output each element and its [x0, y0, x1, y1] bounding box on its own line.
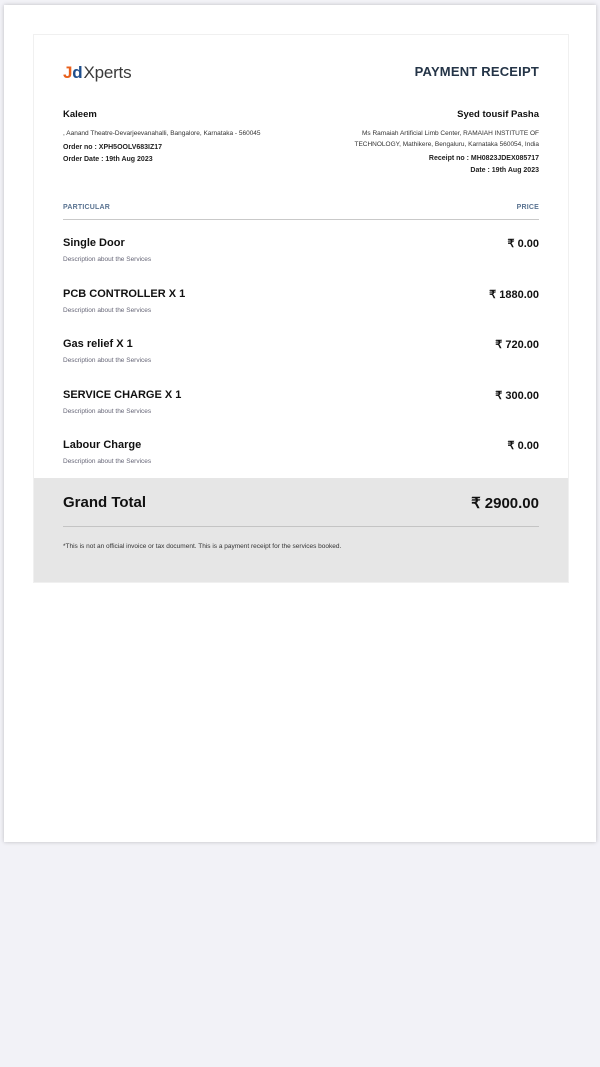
- customer-info: [63, 109, 323, 168]
- item-description: Description about the Services: [63, 357, 152, 365]
- provider-name: Syed tousif Pasha: [457, 109, 539, 120]
- item-description: Description about the Services: [63, 407, 152, 415]
- brand-logo: [63, 63, 131, 83]
- provider-info: [309, 109, 539, 179]
- line-items: [63, 237, 539, 490]
- logo-letter-j: J: [63, 63, 73, 82]
- grand-total-label: Grand Total: [63, 494, 147, 511]
- item-description: Description about the Services: [63, 458, 152, 466]
- item-price: ₹ 720.00: [495, 339, 539, 352]
- provider-address-line1: Ms Ramaiah Artificial Limb Center, RAMAIAH INSTITUTE OF: [362, 130, 539, 137]
- item-name: Gas relief X 1: [63, 338, 133, 351]
- line-item: [63, 237, 539, 288]
- item-price: ₹ 0.00: [507, 440, 539, 453]
- receipt-title: PAYMENT RECEIPT: [414, 64, 539, 79]
- logo-wordmark: Xperts: [83, 63, 132, 82]
- receipt-page: [4, 5, 596, 842]
- item-price: ₹ 1880.00: [489, 288, 539, 301]
- item-price: ₹ 0.00: [507, 238, 539, 250]
- item-name: Single Door: [63, 237, 125, 249]
- item-description: Description about the Services: [63, 306, 152, 314]
- customer-address: , Aanand Theatre-Devarjeevanahalli, Bangalore, Karnataka - 560045: [63, 130, 261, 137]
- customer-name: Kaleem: [63, 109, 97, 120]
- grand-total-row: [63, 494, 539, 527]
- item-price: ₹ 300.00: [495, 389, 539, 402]
- receipt-number: Receipt no : MH0823JDEX085717: [428, 155, 539, 162]
- order-number: Order no : XPH5OOLV683IZ17: [63, 143, 163, 151]
- receipt-date: Date : 19th Aug 2023: [470, 167, 539, 174]
- item-name: Labour Charge: [63, 439, 142, 452]
- table-header: [63, 204, 539, 220]
- provider-address-line2: TECHNOLOGY, Mathikere, Bengaluru, Karnataka 560054, India: [354, 140, 539, 148]
- column-price: PRICE: [516, 204, 539, 211]
- grand-total-section: [34, 478, 568, 582]
- logo-letter-d: d: [72, 63, 83, 82]
- disclaimer-note: *This is not an official invoice or tax document. This is a payment receipt for the services booked.: [63, 543, 342, 550]
- grand-total-value: ₹ 2900.00: [471, 495, 539, 512]
- item-description: Description about the Services: [63, 256, 152, 263]
- line-item: [63, 338, 539, 389]
- order-date: Order Date : 19th Aug 2023: [63, 155, 153, 163]
- column-particular: PARTICULAR: [63, 204, 110, 211]
- item-name: PCB CONTROLLER X 1: [63, 287, 186, 300]
- line-item: [63, 288, 539, 339]
- item-name: SERVICE CHARGE X 1: [63, 388, 182, 401]
- payment-receipt: [33, 34, 569, 583]
- line-item: [63, 389, 539, 440]
